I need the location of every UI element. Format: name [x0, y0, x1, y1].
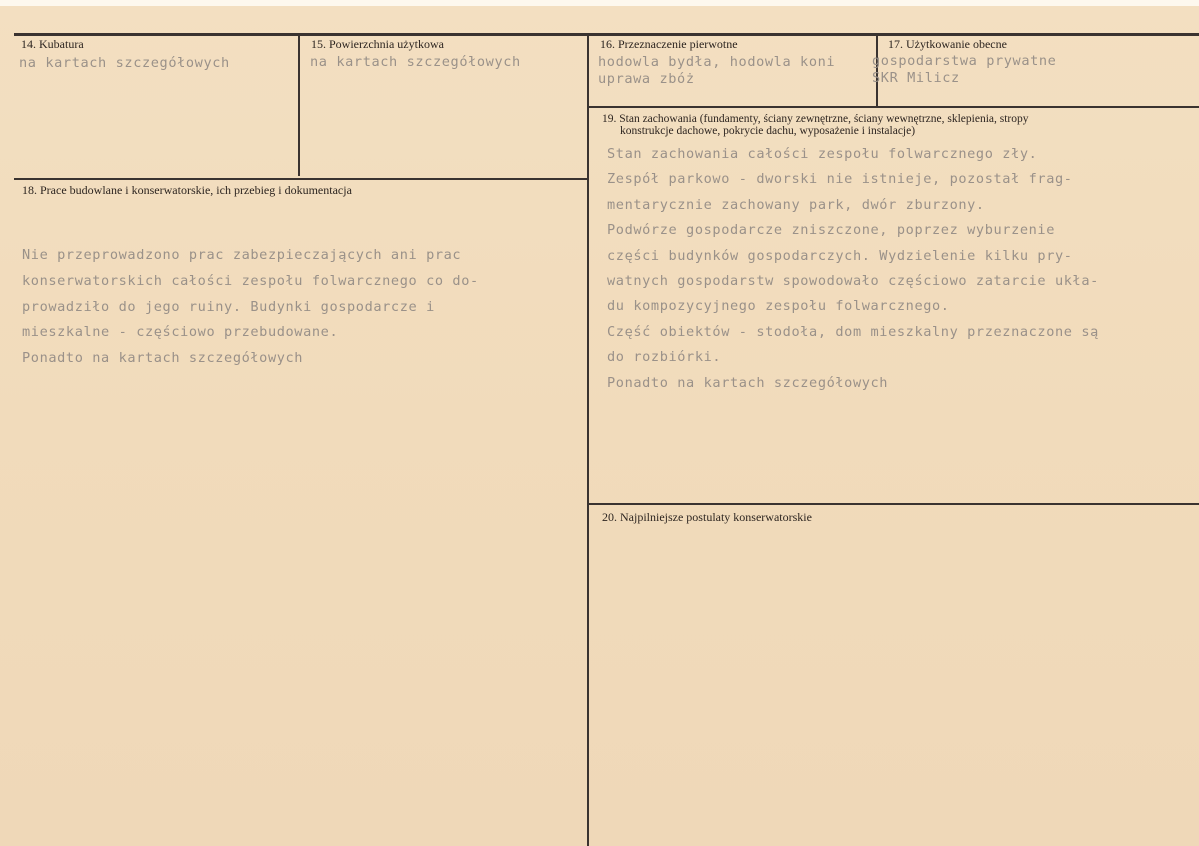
field-19-line: Ponadto na kartach szczegółowych — [607, 374, 889, 391]
field-19-line: Podwórze gospodarcze zniszczone, poprzez wyburzenie — [607, 222, 1055, 239]
field-19-label — [602, 113, 1182, 137]
field-19-line: mentarycznie zachowany park, dwór zburzony. — [607, 196, 985, 213]
paper-top-edge — [0, 0, 1199, 6]
field-19-line: watnych gospodarstw spowodowało częściowo zatarcie ukła- — [607, 272, 1099, 289]
field-19-line: części budynków gospodarczych. Wydzielenie kilku pry- — [607, 247, 1073, 264]
field-18-text — [22, 247, 479, 376]
field-20-label: 20. Najpilniejsze postulaty konserwatorskie — [602, 510, 812, 524]
field-19-line: do rozbiórki. — [607, 349, 722, 366]
field-19-line: Zespół parkowo - dworski nie istnieje, pozostał frag- — [607, 171, 1073, 188]
rule-above-18 — [14, 178, 588, 180]
field-16-value-line-2: uprawa zbóż — [598, 71, 695, 87]
field-15-label: 15. Powierzchnia użytkowa — [311, 37, 444, 51]
field-18-line: Nie przeprowadzono prac zabezpieczających ani prac — [22, 247, 462, 263]
top-rule — [14, 33, 1199, 36]
field-18-label: 18. Prace budowlane i konserwatorskie, ich przebieg i dokumentacja — [22, 183, 352, 197]
field-19-label-line-1: 19. Stan zachowania (fundamenty, ściany zewnętrzne, ściany wewnętrzne, sklepienia, stropy — [602, 113, 1029, 125]
field-15-value: na kartach szczegółowych — [310, 54, 521, 70]
field-19-line: Część obiektów - stodoła, dom mieszkalny przeznaczone są — [607, 323, 1099, 340]
field-17-value-line-1: gospodarstwa prywatne — [872, 53, 1057, 69]
field-19-label-line-2: konstrukcje dachowe, pokrycie dachu, wyposażenie i instalacje) — [620, 125, 916, 137]
field-19-text — [607, 146, 1099, 400]
rule-above-19 — [588, 106, 1199, 108]
field-18-line: mieszkalne - częściowo przebudowane. — [22, 324, 339, 341]
field-19-line: Stan zachowania całości zespołu folwarcznego zły. — [607, 146, 1038, 162]
field-18-line: Ponadto na kartach szczegółowych — [22, 350, 304, 367]
field-14-label: 14. Kubatura — [21, 37, 84, 51]
field-17-label: 17. Użytkowanie obecne — [888, 37, 1007, 51]
field-16-label: 16. Przeznaczenie pierwotne — [600, 37, 738, 51]
field-19-line: du kompozycyjnego zespołu folwarcznego. — [607, 298, 950, 315]
field-16-value-line-1: hodowla bydła, hodowla koni — [598, 54, 836, 70]
center-divider — [587, 35, 589, 846]
rule-above-20 — [588, 503, 1199, 505]
field-17-value-line-2: SKR Milicz — [872, 70, 960, 86]
field-18-line: prowadziło do jego ruiny. Budynki gospodarcze i — [22, 298, 435, 315]
divider-14-15 — [298, 35, 300, 176]
field-18-line: konserwatorskich całości zespołu folwarcznego co do- — [22, 272, 479, 289]
field-14-value: na kartach szczegółowych — [19, 55, 230, 71]
